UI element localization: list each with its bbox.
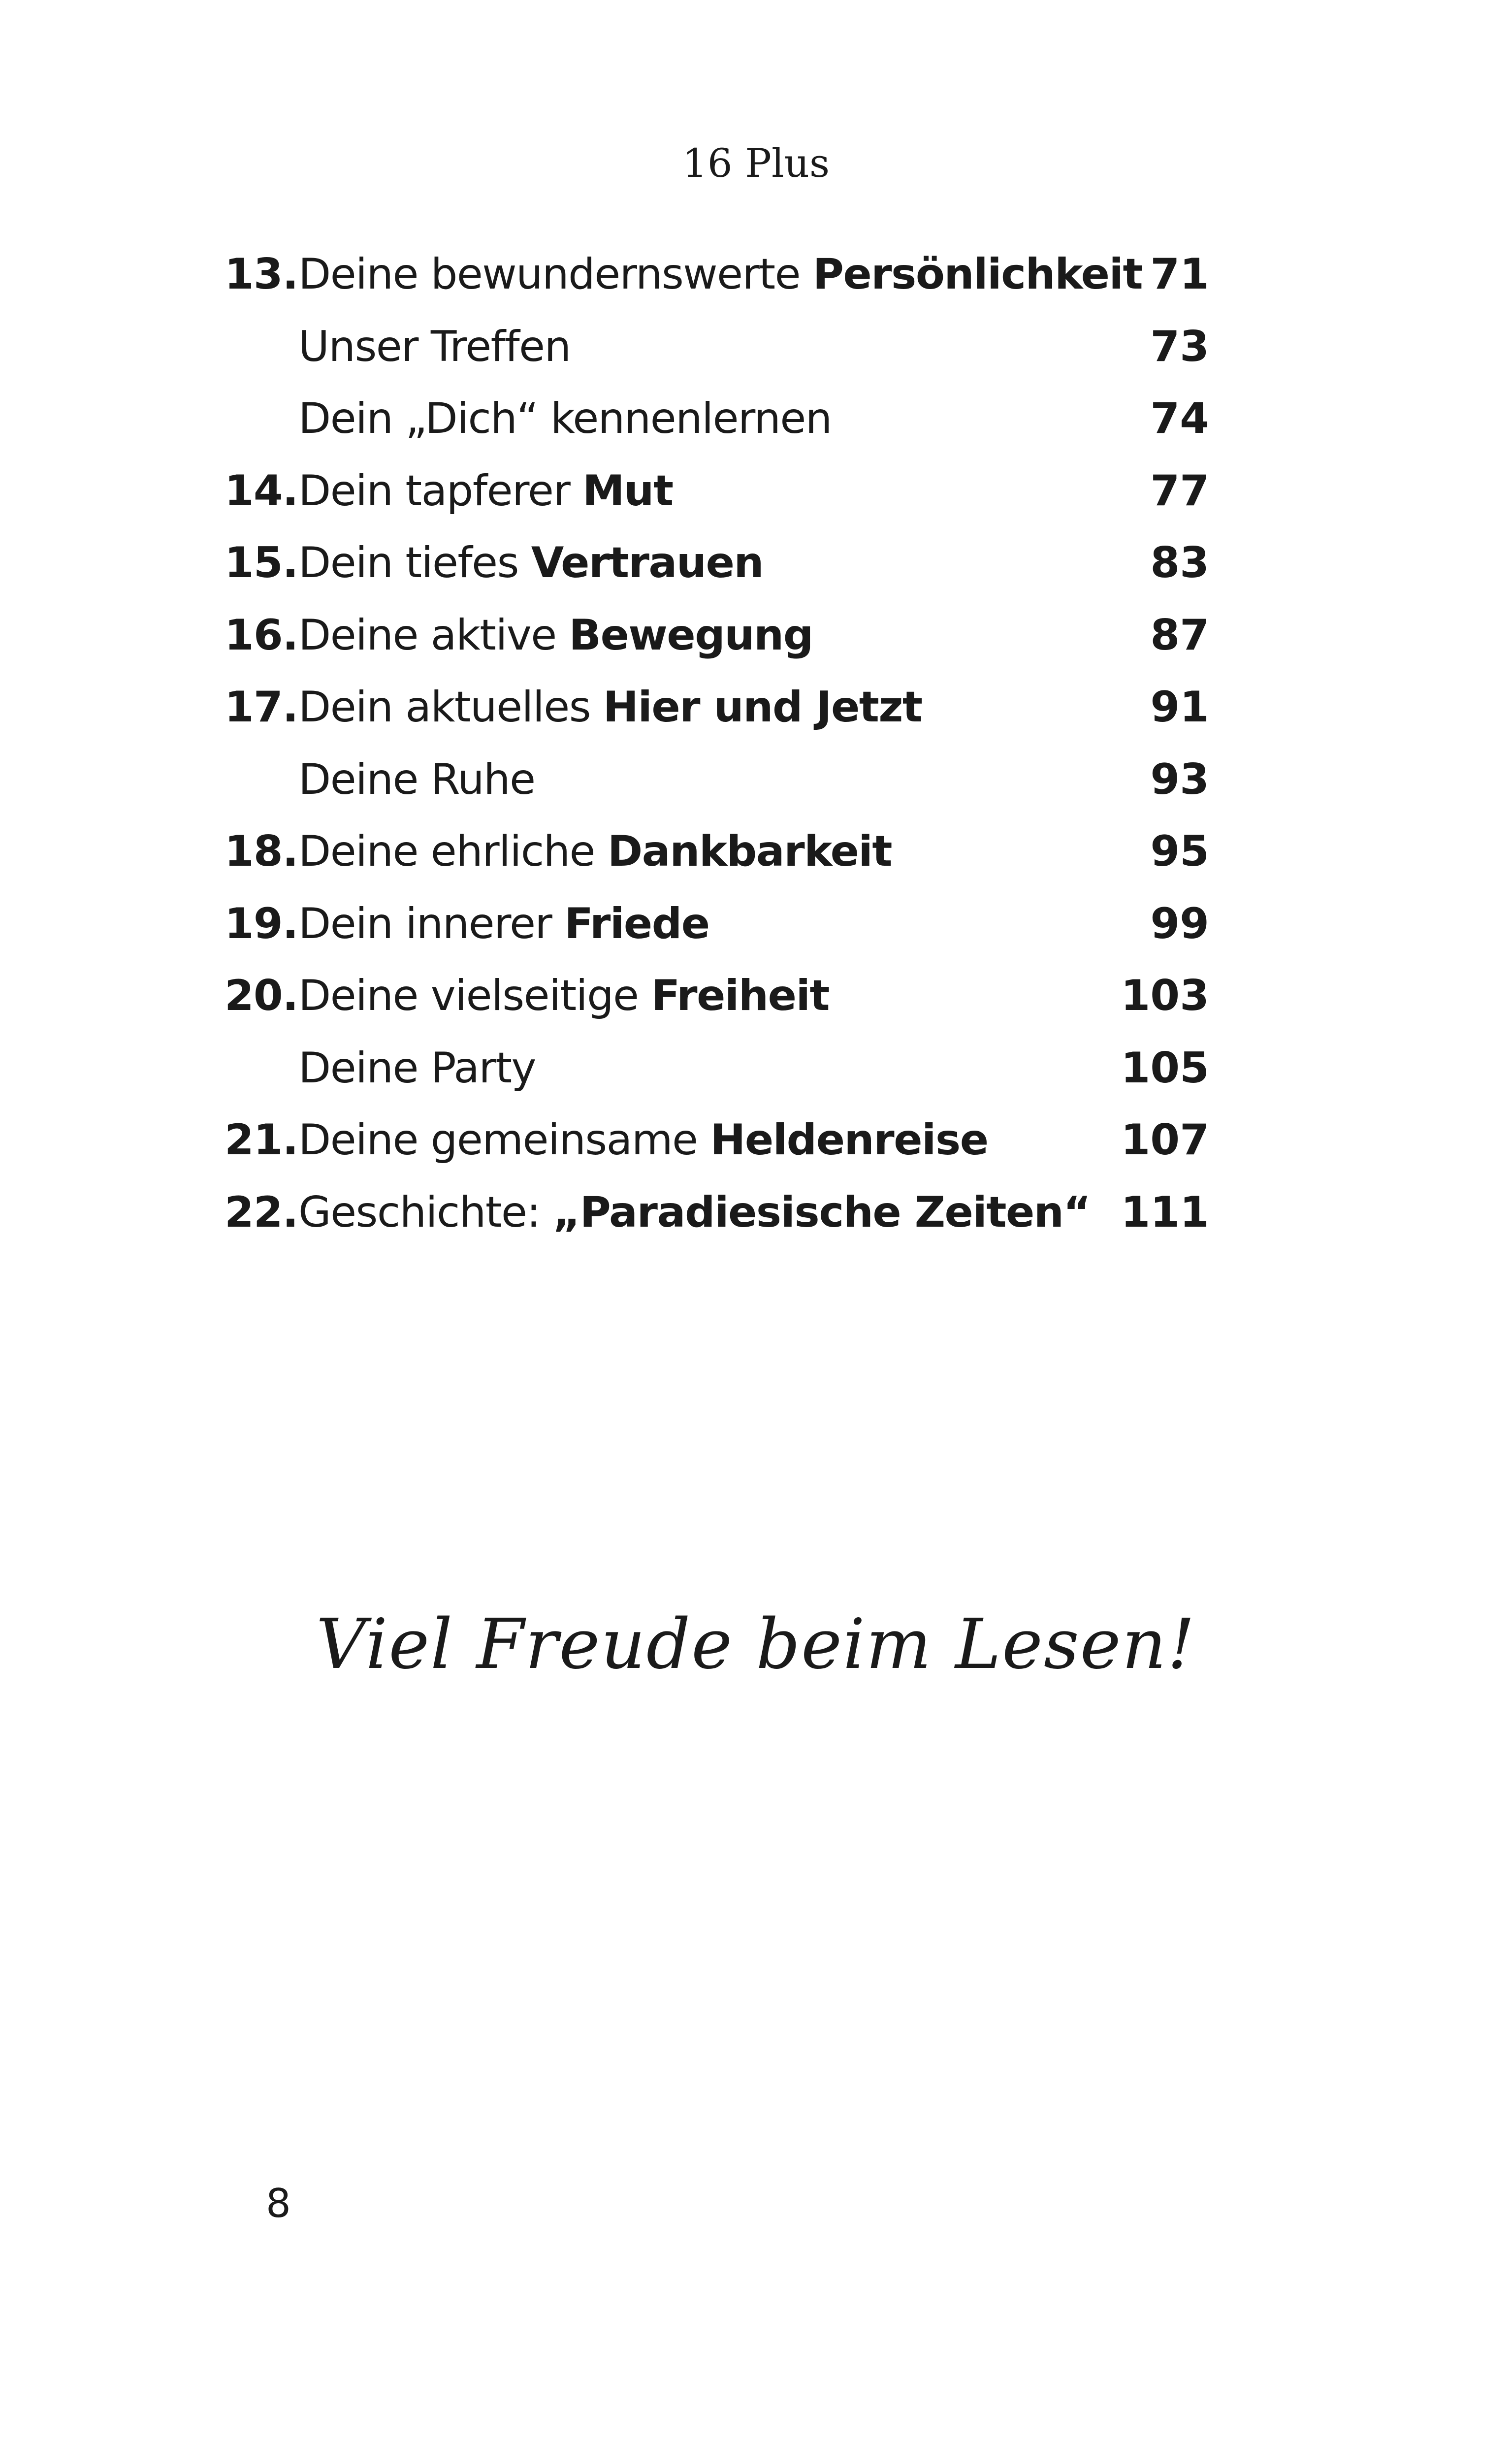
closing-greeting: Viel Freude beim Lesen! [316, 1604, 1196, 1685]
toc-entry [225, 455, 1209, 527]
toc-entry [225, 311, 1209, 383]
toc-entry-page: 83 [1150, 538, 1209, 587]
toc-entry-text: Deine Ruhe [298, 754, 535, 804]
toc-entry [225, 1032, 1209, 1105]
toc-entry-page: 87 [1150, 610, 1209, 660]
toc-entry-number: 21. [225, 1115, 298, 1165]
toc-entry-number: 22. [225, 1187, 298, 1237]
toc-entry-page: 99 [1150, 899, 1209, 948]
toc-entry-page: 95 [1150, 827, 1209, 876]
toc-entry-keyword: Vertrauen [531, 538, 764, 587]
toc-entry-keyword: „Paradiesische Zeiten“ [552, 1187, 1091, 1237]
toc-entry-title [298, 888, 709, 960]
toc-entry [225, 888, 1209, 960]
toc-entry-keyword: Mut [582, 466, 673, 516]
toc-entry-title [298, 744, 535, 816]
toc-entry-page: 105 [1121, 1043, 1209, 1093]
toc-entry-keyword: Freiheit [651, 971, 830, 1020]
toc-entry-page: 111 [1121, 1187, 1209, 1237]
toc-entry-keyword: Heldenreise [710, 1115, 988, 1165]
page-number: 8 [266, 2181, 291, 2226]
toc-entry-text: Unser Treffen [298, 322, 571, 371]
toc-entry-number: 16. [225, 610, 298, 660]
toc-entry [225, 599, 1209, 672]
toc-entry-title [298, 815, 892, 888]
toc-entry-text: Dein „Dich“ kennenlernen [298, 394, 832, 443]
toc-entry-text: Deine bewundernswerte [298, 250, 813, 299]
toc-entry-title [298, 238, 1142, 311]
toc-entry-page: 71 [1150, 250, 1209, 299]
toc-entry [225, 1104, 1209, 1176]
toc-entry [225, 527, 1209, 599]
toc-entry [225, 383, 1209, 455]
toc-entry-number: 14. [225, 466, 298, 516]
toc-entry-keyword: Persönlichkeit [812, 250, 1143, 299]
toc-entry-title [298, 1176, 1091, 1249]
toc-entry-keyword: Friede [564, 899, 709, 948]
toc-entry-page: 107 [1121, 1115, 1209, 1165]
toc-entry-text: Deine Party [298, 1043, 536, 1093]
toc-entry [225, 671, 1209, 744]
toc-entry-page: 91 [1150, 683, 1209, 732]
toc-entry-title [298, 671, 922, 744]
toc-entry-page: 74 [1150, 394, 1209, 443]
toc-entry-page: 93 [1150, 754, 1209, 804]
toc-entry-keyword: Bewegung [569, 610, 813, 660]
toc-entry-title [298, 311, 571, 383]
toc-entry-text: Dein tapferer [298, 466, 583, 516]
toc-entry-number: 18. [225, 827, 298, 876]
toc-entry-number: 17. [225, 683, 298, 732]
running-head: 16 Plus [682, 140, 830, 186]
toc-entry-text: Geschichte: [298, 1187, 553, 1237]
toc-entry [225, 960, 1209, 1032]
toc-entry-title [298, 599, 813, 672]
toc-entry-text: Deine gemeinsame [298, 1115, 710, 1165]
toc-entry-number: 13. [225, 250, 298, 299]
toc-entry-keyword: Dankbarkeit [607, 827, 892, 876]
toc-entry [225, 815, 1209, 888]
toc-entry [225, 744, 1209, 816]
toc-entry-text: Deine aktive [298, 610, 569, 660]
toc-entry-title [298, 455, 673, 527]
toc-entry-number: 15. [225, 538, 298, 587]
toc-entry [225, 1176, 1209, 1249]
toc-entry-keyword: Hier und Jetzt [603, 683, 922, 732]
toc-entry-page: 73 [1150, 322, 1209, 371]
toc-entry-text: Dein aktuelles [298, 683, 603, 732]
toc-entry [225, 238, 1209, 311]
toc-entry-text: Dein tiefes [298, 538, 531, 587]
toc-entry-text: Deine vielseitige [298, 971, 651, 1020]
toc-entry-number: 20. [225, 971, 298, 1020]
toc-entry-text: Deine ehrliche [298, 827, 608, 876]
toc-entry-title [298, 960, 829, 1032]
toc-entry-title [298, 527, 763, 599]
toc-entry-number: 19. [225, 899, 298, 948]
table-of-contents [225, 238, 1209, 1248]
toc-entry-title [298, 1032, 536, 1105]
toc-entry-title [298, 1104, 988, 1176]
toc-entry-text: Dein innerer [298, 899, 565, 948]
toc-entry-page: 103 [1121, 971, 1209, 1020]
toc-entry-page: 77 [1150, 466, 1209, 516]
toc-entry-title [298, 383, 832, 455]
